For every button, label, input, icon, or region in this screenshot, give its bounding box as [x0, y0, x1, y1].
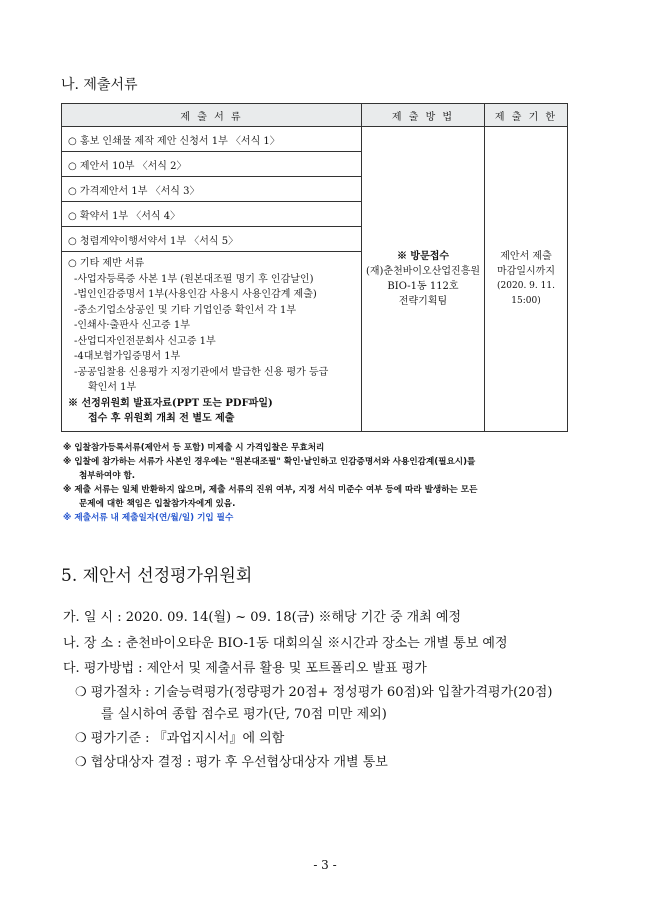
other-document-line: 확인서 1부 — [88, 382, 137, 393]
submission-deadline-cell — [485, 127, 568, 432]
note-line: ※ 입찰참가등록서류(제안서 등 포함) 미제출 시 가격입찰은 무효처리 — [63, 443, 325, 453]
other-document-line: -산업디자인전문회사 신고증 1부 — [74, 335, 216, 347]
procedure-bullet-cont: 를 실시하여 종합 점수로 평가(단, 70점 미만 제외) — [101, 707, 387, 722]
note-line-highlight: ※ 제출서류 내 제출일자(연/월/일) 기입 필수 — [63, 513, 234, 523]
method-room: BIO-1동 112호 — [387, 280, 459, 292]
deadline-line2: 마감일시까지 — [497, 265, 555, 277]
other-document-line: -중소기업소상공인 및 기타 기업인증 확인서 각 1부 — [74, 304, 297, 316]
header-deadline: 제 출 기 한 — [485, 104, 568, 127]
method-visit: ※ 방문접수 — [396, 250, 450, 262]
table-row — [62, 127, 568, 152]
deadline-line3: (2020. 9. 11. 15:00) — [497, 280, 555, 306]
header-documents: 제 출 서 류 — [62, 104, 362, 127]
document-item: ○ 확약서 1부 〈서식 4〉 — [62, 202, 362, 227]
document-item: ○ 제안서 10부 〈서식 2〉 — [62, 152, 362, 177]
document-item: ○ 가격제안서 1부 〈서식 3〉 — [62, 177, 362, 202]
other-document-line: -4대보험가입증명서 1부 — [74, 351, 181, 362]
method-org: (재)춘천바이오산업진흥원 — [365, 265, 481, 277]
deadline-line1: 제안서 제출 — [500, 250, 552, 262]
page-number: - 3 - — [313, 858, 337, 872]
section-title: 5. 제안서 선정평가위원회 — [61, 566, 253, 586]
negotiation-bullet: ❍ 협상대상자 결정 : 평가 후 우선협상대상자 개별 통보 — [75, 755, 388, 770]
note-line: ※ 입찰에 참가하는 서류가 사본인 경우에는 "원본대조필" 확인·날인하고 인감증명서와 사용인감계(필요시)를 — [63, 457, 476, 467]
evaluation-method-line: 다. 평가방법 : 제안서 및 제출서류 활용 및 포트폴리오 발표 평가 — [63, 661, 427, 676]
table-notes — [63, 441, 573, 525]
other-documents-cell — [62, 252, 362, 432]
other-document-line: -사업자등록증 사본 1부 (원본대조필 명기 후 인감날인) — [74, 273, 314, 285]
subsection-title: 나. 제출서류 — [61, 77, 138, 93]
document-item: ○ 홍보 인쇄물 제작 제안 신청서 1부 〈서식 1〉 — [62, 127, 362, 152]
submission-documents-table — [61, 103, 568, 432]
note-line: 문제에 대한 책임은 입찰참가자에게 있음. — [79, 499, 236, 509]
other-documents-title: ○ 기타 제반 서류 — [68, 258, 145, 269]
method-team: 전략기획팀 — [398, 295, 448, 307]
table-header-row — [62, 104, 568, 127]
procedure-bullet: ❍ 평가절차 : 기술능력평가(정량평가 20점+ 정성평가 60점)와 입찰가격평가(20점) — [75, 685, 553, 700]
presentation-note: ※ 선정위원회 발표자료(PPT 또는 PDF파일) — [68, 397, 273, 409]
criteria-bullet: ❍ 평가기준 : 『과업지시서』에 의함 — [75, 731, 285, 746]
presentation-note-detail: 접수 후 위원회 개최 전 별도 제출 — [88, 413, 235, 424]
submission-method-cell — [362, 127, 485, 432]
other-document-line: -인쇄사·출판사 신고증 1부 — [74, 320, 190, 331]
place-line: 나. 장 소 : 춘천바이오타운 BIO-1동 대회의실 ※시간과 장소는 개별 통보 예정 — [63, 636, 508, 651]
schedule-line: 가. 일 시 : 2020. 09. 14(월) ~ 09. 18(금) ※해당 기간 중 개최 예정 — [63, 610, 462, 625]
header-method: 제 출 방 법 — [362, 104, 485, 127]
other-document-line: -공공입찰용 신용평가 지정기관에서 발급한 신용 평가 등급 — [74, 366, 329, 378]
note-line: ※ 제출 서류는 일체 반환하지 않으며, 제출 서류의 진위 여부, 지정 서식 미준수 여부 등에 따라 발생하는 모든 — [63, 485, 478, 495]
other-document-line: -법인인감증명서 1부(사용인감 사용시 사용인감계 제출) — [74, 289, 317, 300]
document-item: ○ 청렴계약이행서약서 1부 〈서식 5〉 — [62, 227, 362, 252]
note-line: 첨부하여야 함. — [79, 471, 136, 481]
